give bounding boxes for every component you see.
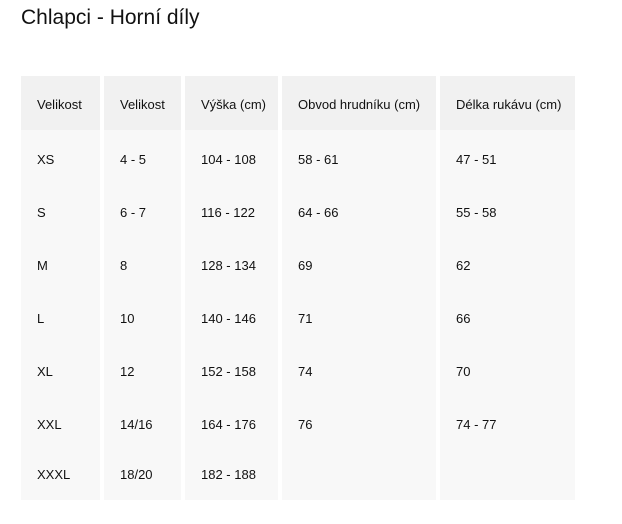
table-cell: 10 bbox=[104, 289, 181, 342]
table-cell: XS bbox=[21, 130, 100, 183]
table-cell: 182 - 188 bbox=[185, 448, 278, 500]
table-cell: 70 bbox=[440, 342, 575, 395]
table-row bbox=[21, 448, 575, 500]
size-chart-table bbox=[17, 76, 579, 500]
table-cell: 62 bbox=[440, 236, 575, 289]
table-row bbox=[21, 183, 575, 236]
table-cell: L bbox=[21, 289, 100, 342]
table-cell: XL bbox=[21, 342, 100, 395]
table-cell: 140 - 146 bbox=[185, 289, 278, 342]
table-row bbox=[21, 342, 575, 395]
column-header-chest: Obvod hrudníku (cm) bbox=[282, 76, 436, 130]
table-cell: 104 - 108 bbox=[185, 130, 278, 183]
table-cell: 71 bbox=[282, 289, 436, 342]
table-cell: 47 - 51 bbox=[440, 130, 575, 183]
column-header-height: Výška (cm) bbox=[185, 76, 278, 130]
table-row bbox=[21, 395, 575, 448]
table-header-row bbox=[21, 76, 575, 130]
table-cell: 8 bbox=[104, 236, 181, 289]
table-cell: 58 - 61 bbox=[282, 130, 436, 183]
table-cell: XXL bbox=[21, 395, 100, 448]
table-cell: 55 - 58 bbox=[440, 183, 575, 236]
table-cell: 69 bbox=[282, 236, 436, 289]
table-cell bbox=[440, 448, 575, 500]
table-cell: 12 bbox=[104, 342, 181, 395]
column-header-size-age: Velikost bbox=[104, 76, 181, 130]
table-cell: XXXL bbox=[21, 448, 100, 500]
table-cell: 116 - 122 bbox=[185, 183, 278, 236]
table-row bbox=[21, 130, 575, 183]
table-cell: 6 - 7 bbox=[104, 183, 181, 236]
table-cell: 14/16 bbox=[104, 395, 181, 448]
table-cell: 4 - 5 bbox=[104, 130, 181, 183]
table-row bbox=[21, 289, 575, 342]
table-cell: S bbox=[21, 183, 100, 236]
table-cell: 66 bbox=[440, 289, 575, 342]
table-row bbox=[21, 236, 575, 289]
table-cell: 152 - 158 bbox=[185, 342, 278, 395]
table-cell: 18/20 bbox=[104, 448, 181, 500]
page-title: Chlapci - Horní díly bbox=[21, 6, 200, 29]
table-cell: 164 - 176 bbox=[185, 395, 278, 448]
table-cell: M bbox=[21, 236, 100, 289]
table-cell: 64 - 66 bbox=[282, 183, 436, 236]
column-header-size-letter: Velikost bbox=[21, 76, 100, 130]
table-cell: 76 bbox=[282, 395, 436, 448]
column-header-sleeve: Délka rukávu (cm) bbox=[440, 76, 575, 130]
table-cell: 128 - 134 bbox=[185, 236, 278, 289]
table-cell bbox=[282, 448, 436, 500]
table-cell: 74 - 77 bbox=[440, 395, 575, 448]
table-cell: 74 bbox=[282, 342, 436, 395]
